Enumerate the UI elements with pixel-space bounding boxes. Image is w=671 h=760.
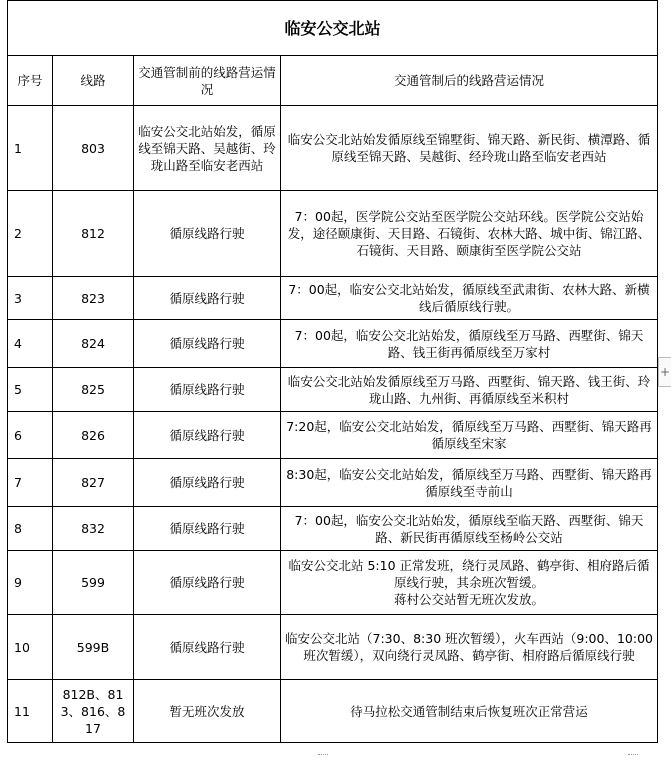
table-row [8, 191, 658, 277]
row-no: 3 [8, 277, 53, 320]
row-line: 823 [53, 277, 134, 320]
row-line: 825 [53, 368, 134, 412]
header-before: 交通管制前的线路营运情况 [134, 56, 281, 106]
row-after: 7：00起，医学院公交站至医学院公交站环线。医学院公交站始发，途径颐康街、天目路、石镜街、农林大路、城中街、锦江路、石镜街、天目路、颐康街至医学院公交站 [281, 191, 658, 277]
row-after: 临安公交北站始发循原线至万马路、西墅街、锦天路、钱王街、玲珑山路、九州街、再循原线至米积村 [281, 368, 658, 412]
row-before: 循原线路行驶 [134, 615, 281, 680]
table-row [8, 551, 658, 615]
expand-side-control[interactable]: + [658, 357, 671, 387]
row-after: 临安公交北站始发循原线至锦墅街、锦天路、新民街、横潭路、循原线至锦天路、吴越街、经玲珑山路至临安老西站 [281, 106, 658, 191]
header-row [8, 56, 658, 106]
header-line: 线路 [53, 56, 134, 106]
row-line: 599B [53, 615, 134, 680]
table-row [8, 320, 658, 368]
table-row [8, 368, 658, 412]
table-row [8, 680, 658, 743]
row-after: 临安公交北站（7:30、8:30 班次暂缓），火车西站（9:00、10:00 班次暂缓），双向绕行灵凤路、鹤亭街、相府路后循原线行驶 [281, 615, 658, 680]
row-line: 832 [53, 507, 134, 551]
row-after: 待马拉松交通管制结束后恢复班次正常营运 [281, 680, 658, 743]
table-row [8, 277, 658, 320]
row-after-note: 蒋村公交站暂无班次发放。 [394, 592, 545, 607]
row-line: 812 [53, 191, 134, 277]
row-before: 循原线路行驶 [134, 507, 281, 551]
table-row [8, 459, 658, 507]
row-line: 826 [53, 412, 134, 459]
row-line: 827 [53, 459, 134, 507]
row-no: 2 [8, 191, 53, 277]
row-before: 循原线路行驶 [134, 320, 281, 368]
row-line: 812B、813、816、817 [53, 680, 134, 743]
row-before: 临安公交北站始发，循原线至锦天路、吴越街、玲珑山路至临安老西站 [134, 106, 281, 191]
row-before: 循原线路行驶 [134, 459, 281, 507]
row-after: 7：00起，临安公交北站始发，循原线至武肃街、农林大路、新横线后循原线行驶。 [281, 277, 658, 320]
table-row [8, 615, 658, 680]
route-table [7, 0, 658, 743]
row-before: 循原线路行驶 [134, 412, 281, 459]
header-after: 交通管制后的线路营运情况 [281, 56, 658, 106]
row-after: 7：00起，临安公交北站始发，循原线至万马路、西墅街、锦天路、钱王街再循原线至万家村 [281, 320, 658, 368]
row-no: 9 [8, 551, 53, 615]
table-row [8, 412, 658, 459]
row-line: 599 [53, 551, 134, 615]
row-after: 7:20起，临安公交北站始发，循原线至万马路、西墅街、锦天路再循原线至宋家 [281, 412, 658, 459]
row-before: 循原线路行驶 [134, 551, 281, 615]
divider [318, 754, 328, 760]
title-row [8, 1, 658, 56]
row-line: 803 [53, 106, 134, 191]
row-no: 6 [8, 412, 53, 459]
table-row [8, 507, 658, 551]
row-before: 循原线路行驶 [134, 191, 281, 277]
row-after [281, 551, 658, 615]
divider [628, 754, 638, 760]
row-line: 824 [53, 320, 134, 368]
row-no: 1 [8, 106, 53, 191]
row-no: 10 [8, 615, 53, 680]
row-no: 11 [8, 680, 53, 743]
row-before: 循原线路行驶 [134, 277, 281, 320]
row-after: 8:30起，临安公交北站始发，循原线至万马路、西墅街、锦天路再循原线至寺前山 [281, 459, 658, 507]
row-no: 4 [8, 320, 53, 368]
table-row [8, 106, 658, 191]
row-no: 7 [8, 459, 53, 507]
header-no: 序号 [8, 56, 53, 106]
row-after-text: 临安公交北站 5:10 正常发班，绕行灵凤路、鹤亭街、相府路后循原线行驶，其余班次暂缓。 [288, 558, 650, 590]
row-before: 暂无班次发放 [134, 680, 281, 743]
row-no: 5 [8, 368, 53, 412]
row-before: 循原线路行驶 [134, 368, 281, 412]
row-after: 7：00起，临安公交北站始发，循原线至临天路、西墅街、锦天路、新民街再循原线至杨岭公交站 [281, 507, 658, 551]
row-no: 8 [8, 507, 53, 551]
table-title: 临安公交北站 [8, 1, 658, 56]
